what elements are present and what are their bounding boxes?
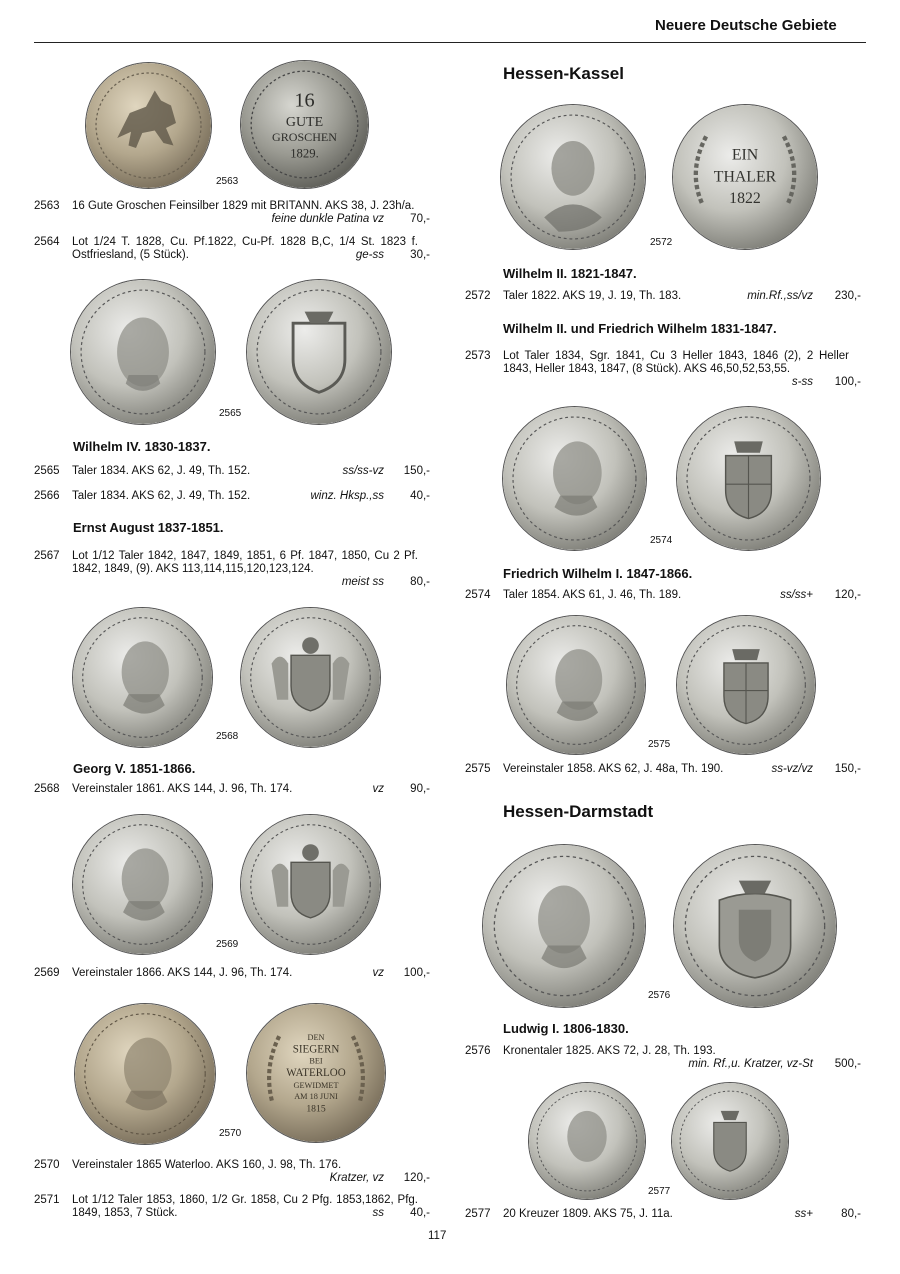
coin-2563-legend-1: 16 xyxy=(294,89,315,112)
lot-grade: ss/ss+ xyxy=(780,589,813,601)
lot-grade: Kratzer, vz xyxy=(329,1172,384,1184)
lot-number: 2563 xyxy=(34,200,60,212)
coin-2576-reverse xyxy=(673,844,837,1008)
coin-2575-obverse xyxy=(506,615,646,755)
coin-2574-obverse xyxy=(502,406,647,551)
lot-2568 xyxy=(34,783,430,796)
lot-price: 40,- xyxy=(410,490,430,502)
lot-description: Vereinstaler 1865 Waterloo. AKS 160, J. 98, Th. 176. xyxy=(72,1159,342,1171)
lot-price: 30,- xyxy=(410,249,430,261)
photo-label-2577: 2577 xyxy=(648,1186,671,1197)
coin-2574-reverse xyxy=(676,406,821,551)
lot-description: Vereinstaler 1858. AKS 62, J. 48a, Th. 190. xyxy=(503,763,724,775)
coin-2572-legend-3: 1822 xyxy=(729,189,761,207)
coin-2569-obverse xyxy=(72,814,213,955)
subhead-wilhelm-ii-fw: Wilhelm II. und Friedrich Wilhelm 1831-1847. xyxy=(503,321,777,336)
lot-description: 20 Kreuzer 1809. AKS 75, J. 11a. xyxy=(503,1208,673,1220)
lot-grade: winz. Hksp.,ss xyxy=(310,490,384,502)
lot-2569 xyxy=(34,967,430,980)
lot-grade: ge-ss xyxy=(355,249,384,261)
coin-2572-legend-2: THALER xyxy=(713,168,777,186)
photo-label-2575: 2575 xyxy=(648,739,671,750)
lot-price: 500,- xyxy=(834,1058,861,1070)
lot-2577 xyxy=(465,1208,861,1221)
lot-2573 xyxy=(465,350,861,389)
lot-number: 2572 xyxy=(465,290,491,302)
coin-2568-reverse xyxy=(240,607,381,748)
lot-number: 2573 xyxy=(465,350,491,362)
lot-number: 2574 xyxy=(465,589,491,601)
lot-2567 xyxy=(34,550,430,589)
lot-grade: ss+ xyxy=(794,1208,813,1220)
lot-grade: min.Rf.,ss/vz xyxy=(747,290,813,302)
subhead-wilhelm-ii: Wilhelm II. 1821-1847. xyxy=(503,266,637,281)
coin-2577-reverse xyxy=(671,1082,789,1200)
running-header: Neuere Deutsche Gebiete xyxy=(655,17,837,34)
lot-number: 2575 xyxy=(465,763,491,775)
lot-2565 xyxy=(34,465,430,478)
lot-2570 xyxy=(34,1159,430,1185)
coin-2570-legend-5: GEWIDMET xyxy=(293,1081,339,1091)
lot-number: 2576 xyxy=(465,1045,491,1057)
lot-grade: vz xyxy=(372,967,384,979)
coin-2570-legend-3: BEI xyxy=(309,1056,323,1066)
lot-2576 xyxy=(465,1045,861,1071)
coin-2563-legend-3: GROSCHEN xyxy=(272,130,337,145)
coin-2565-obverse xyxy=(70,279,216,425)
lot-grade: ss xyxy=(372,1207,384,1219)
lot-2575 xyxy=(465,763,861,776)
coin-2570-legend-4: WATERLOO xyxy=(286,1066,346,1079)
lot-price: 70,- xyxy=(410,213,430,225)
subhead-ernst-august: Ernst August 1837-1851. xyxy=(73,520,224,535)
page-number: 117 xyxy=(428,1230,447,1242)
lot-price: 80,- xyxy=(841,1208,861,1220)
lot-price: 120,- xyxy=(403,1172,430,1184)
lot-grade: s-ss xyxy=(791,376,813,388)
photo-label-2574: 2574 xyxy=(650,535,673,546)
subhead-ludwig-i: Ludwig I. 1806-1830. xyxy=(503,1021,629,1036)
lot-2572 xyxy=(465,290,861,303)
lot-description: Taler 1822. AKS 19, J. 19, Th. 183. xyxy=(503,290,682,302)
section-title-hessen-darmstadt: Hessen-Darmstadt xyxy=(503,802,654,821)
photo-label-2563: 2563 xyxy=(216,176,239,187)
lot-number: 2564 xyxy=(34,236,60,248)
lot-price: 80,- xyxy=(410,576,430,588)
coin-2569-reverse xyxy=(240,814,381,955)
coin-2570-legend-6: AM 18 JUNI xyxy=(294,1092,338,1102)
subhead-georg-v: Georg V. 1851-1866. xyxy=(73,761,196,776)
lot-number: 2569 xyxy=(34,967,60,979)
lot-price: 120,- xyxy=(834,589,861,601)
header-rule xyxy=(34,42,866,43)
coin-2575-reverse xyxy=(676,615,816,755)
lot-grade: ss/ss-vz xyxy=(342,465,384,477)
coin-2572-reverse xyxy=(672,104,818,250)
lot-number: 2571 xyxy=(34,1194,60,1206)
coin-2565-reverse xyxy=(246,279,392,425)
lot-description: Kronentaler 1825. AKS 72, J. 28, Th. 193. xyxy=(503,1045,716,1057)
coin-2572-legend-1: EIN xyxy=(731,146,759,164)
lot-number: 2565 xyxy=(34,465,60,477)
lot-grade: feine dunkle Patina vz xyxy=(271,213,384,225)
lot-number: 2570 xyxy=(34,1159,60,1171)
photo-label-2569: 2569 xyxy=(216,939,239,950)
coin-2570-obverse xyxy=(74,1003,216,1145)
lot-description: Taler 1854. AKS 61, J. 46, Th. 189. xyxy=(503,589,682,601)
lot-number: 2577 xyxy=(465,1208,491,1220)
subhead-friedrich-wilhelm: Friedrich Wilhelm I. 1847-1866. xyxy=(503,566,693,581)
lot-description: Taler 1834. AKS 62, J. 49, Th. 152. xyxy=(72,465,251,477)
lot-description: Lot 1/12 Taler 1853, 1860, 1/2 Gr. 1858, Cu 2 Pfg. 1853,1862, Pfg. 1849, 1853, 7 Stück. xyxy=(72,1194,418,1219)
lot-number: 2567 xyxy=(34,550,60,562)
coin-2570-reverse xyxy=(246,1003,386,1143)
lot-number: 2566 xyxy=(34,490,60,502)
lot-2571 xyxy=(34,1194,430,1220)
coin-2570-legend-1: DEN xyxy=(307,1032,325,1042)
lot-number: 2568 xyxy=(34,783,60,795)
photo-label-2565: 2565 xyxy=(219,408,242,419)
lot-2574 xyxy=(465,589,861,602)
lot-price: 150,- xyxy=(834,763,861,775)
lot-2566 xyxy=(34,490,430,503)
coin-2568-obverse xyxy=(72,607,213,748)
lot-description: Vereinstaler 1861. AKS 144, J. 96, Th. 174. xyxy=(72,783,293,795)
coin-2563-legend-4: 1829. xyxy=(290,146,319,161)
lot-2564 xyxy=(34,236,430,262)
photo-label-2572: 2572 xyxy=(650,237,673,248)
coin-2563-reverse xyxy=(240,60,369,189)
section-title-hessen-kassel: Hessen-Kassel xyxy=(503,64,624,83)
lot-price: 230,- xyxy=(834,290,861,302)
coin-2577-obverse xyxy=(528,1082,646,1200)
lot-grade: ss-vz/vz xyxy=(771,763,813,775)
lot-description: 16 Gute Groschen Feinsilber 1829 mit BRITANN. AKS 38, J. 23h/a. xyxy=(72,200,415,212)
coin-2570-legend-7: 1815 xyxy=(306,1103,326,1115)
photo-label-2570: 2570 xyxy=(219,1128,242,1139)
lot-description: Lot Taler 1834, Sgr. 1841, Cu 3 Heller 1843, 1846 (2), 2 Heller 1843, Heller 1843, 1847, (8 Stück). AKS 46,50,52,53,55. xyxy=(503,350,849,375)
lot-price: 100,- xyxy=(403,967,430,979)
lot-description: Vereinstaler 1866. AKS 144, J. 96, Th. 174. xyxy=(72,967,293,979)
lot-grade: vz xyxy=(372,783,384,795)
coin-2570-legend-2: SIEGERN xyxy=(292,1043,340,1056)
lot-price: 100,- xyxy=(834,376,861,388)
subhead-wilhelm-iv: Wilhelm IV. 1830-1837. xyxy=(73,439,211,454)
coin-2576-obverse xyxy=(482,844,646,1008)
lot-price: 40,- xyxy=(410,1207,430,1219)
lot-price: 150,- xyxy=(403,465,430,477)
lot-description: Lot 1/12 Taler 1842, 1847, 1849, 1851, 6 Pf. 1847, 1850, Cu 2 Pf. 1842, 1849, (9). AKS 113,114,115,120,123,124. xyxy=(72,550,418,575)
coin-2563-obverse xyxy=(85,62,212,189)
lot-2563 xyxy=(34,200,430,226)
coin-2563-legend-2: GUTE xyxy=(285,114,324,130)
lot-description: Taler 1834. AKS 62, J. 49, Th. 152. xyxy=(72,490,251,502)
photo-label-2576: 2576 xyxy=(648,990,671,1001)
lot-price: 90,- xyxy=(410,783,430,795)
coin-2572-obverse xyxy=(500,104,646,250)
photo-label-2568: 2568 xyxy=(216,731,239,742)
lot-grade: min. Rf.,u. Kratzer, vz-St xyxy=(688,1058,813,1070)
lot-description: Lot 1/24 T. 1828, Cu. Pf.1822, Cu-Pf. 1828 B,C, 1/4 St. 1823 f. Ostfriesland, (5 Stück). xyxy=(72,236,418,261)
lot-grade: meist ss xyxy=(341,576,384,588)
